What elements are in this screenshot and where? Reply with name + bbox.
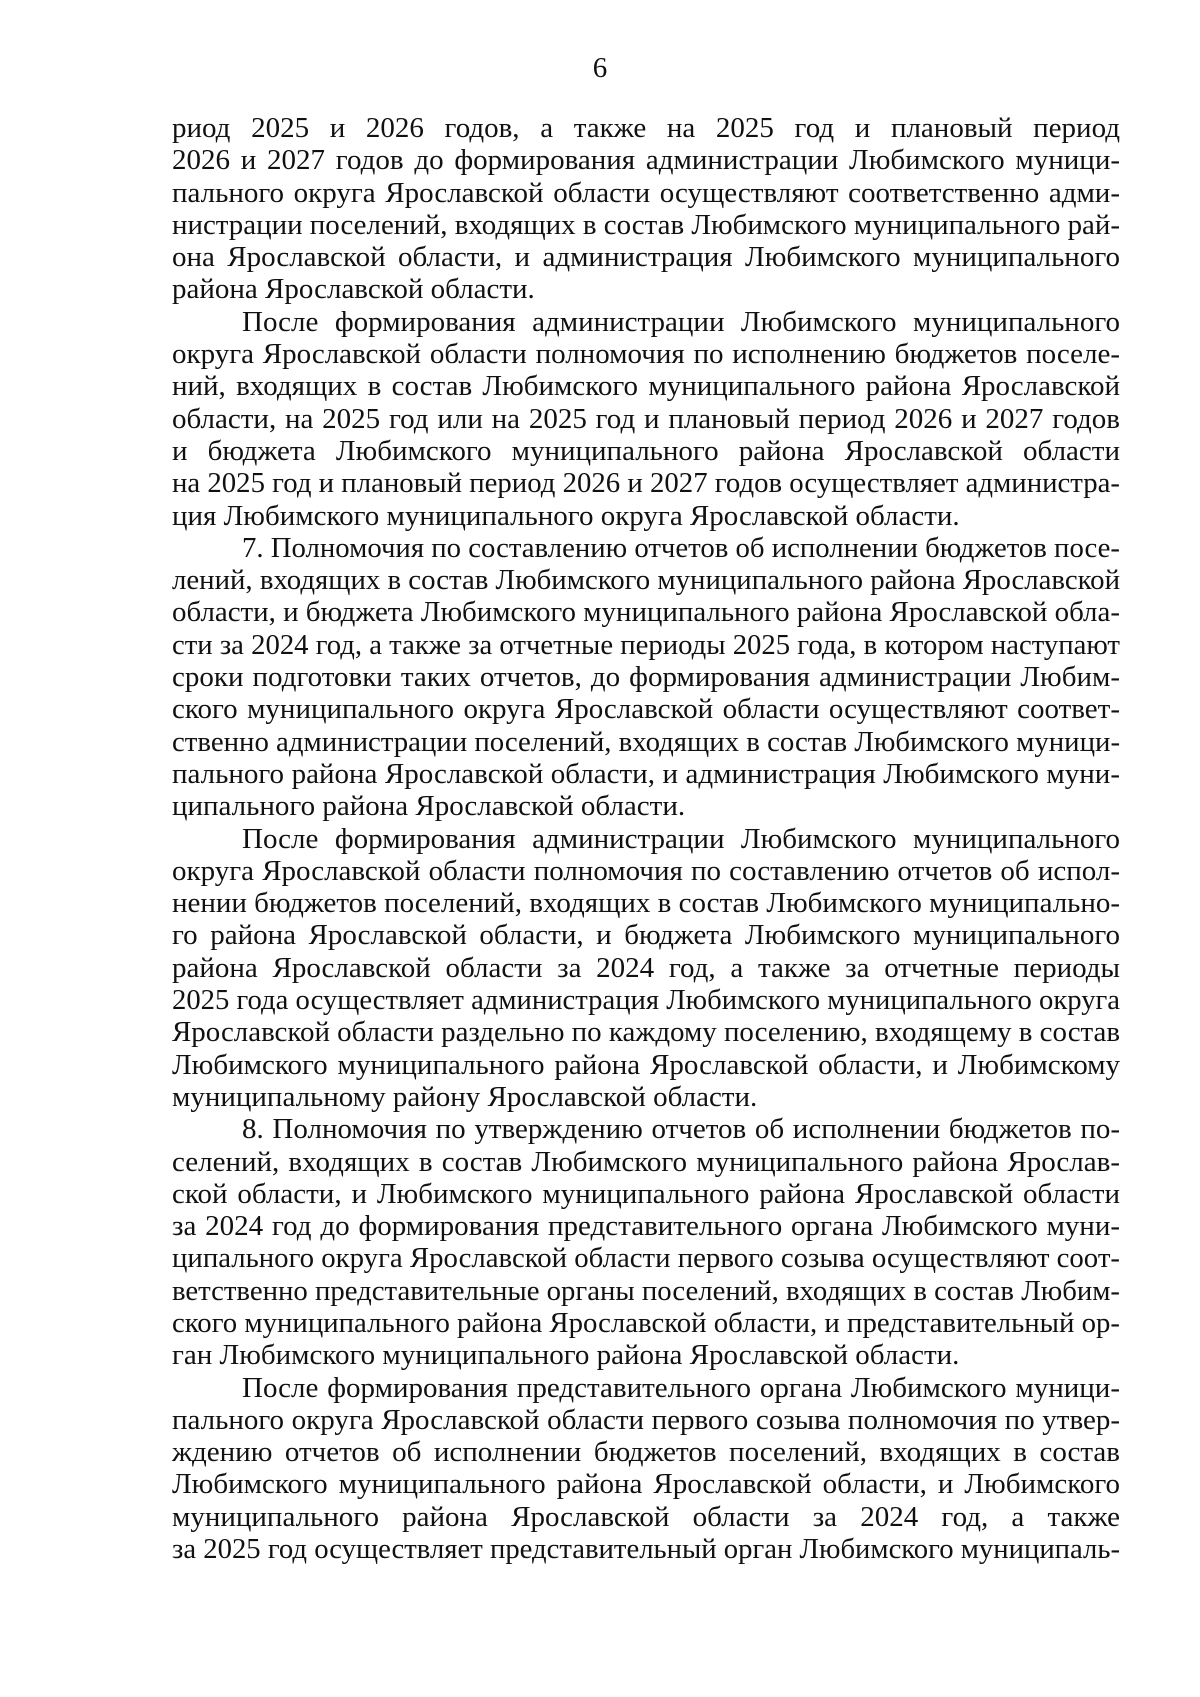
text-line: области, и бюджета Любимского муниципального района Ярославской обла-	[172, 596, 1120, 629]
text-line: ской области, и Любимского муниципального района Ярославской области	[172, 1177, 1120, 1210]
text-line: 2025 года осуществляет администрация Любимского муниципального округа	[172, 984, 1121, 1017]
text-line: ветственно представительные органы поселений, входящих в состав Любим-	[172, 1274, 1121, 1307]
page-number: 6	[592, 52, 608, 84]
text-line: сроки подготовки таких отчетов, до формирования администрации Любим-	[172, 661, 1121, 694]
text-line: муниципальному району Ярославской области.	[172, 1080, 758, 1113]
text-line: пального района Ярославской области, и администрация Любимского муни-	[172, 757, 1120, 790]
text-line: ципального района Ярославской области.	[172, 790, 686, 823]
text-line: риод 2025 и 2026 годов, а также на 2025 год и плановый период	[172, 112, 1120, 144]
text-line: она Ярославской области, и администрация Любимского муниципального	[172, 241, 1120, 274]
text-line: нении бюджетов поселений, входящих в состав Любимского муниципально-	[172, 887, 1121, 920]
text-line: и бюджета Любимского муниципального района Ярославской области	[172, 434, 1120, 467]
paragraph	[172, 306, 1120, 532]
text-line: ний, входящих в состав Любимского муниципального района Ярославской	[172, 370, 1120, 403]
text-line: Ярославской области раздельно по каждому поселению, входящему в состав	[172, 1016, 1121, 1049]
text-line: за 2025 год осуществляет представительный орган Любимского муниципаль-	[172, 1533, 1121, 1566]
text-line: ган Любимского муниципального района Ярославской области.	[172, 1339, 960, 1372]
text-line: лений, входящих в состав Любимского муниципального района Ярославской	[172, 564, 1121, 597]
text-line: 8. Полномочия по утверждению отчетов об исполнении бюджетов по-	[242, 1113, 1120, 1146]
text-line: Любимского муниципального района Ярославской области, и Любимского	[172, 1468, 1120, 1501]
text-line: Любимского муниципального района Ярославской области, и Любимскому	[172, 1048, 1120, 1081]
text-line: пального округа Ярославской области первого созыва полномочия по утвер-	[172, 1403, 1120, 1436]
text-line: После формирования администрации Любимского муниципального	[242, 305, 1120, 338]
document-body	[172, 112, 1120, 1565]
paragraph	[172, 823, 1120, 1114]
text-line: ция Любимского муниципального округа Ярославской области.	[172, 499, 960, 532]
text-line: пального округа Ярославской области осуществляют соответственно адми-	[172, 176, 1120, 209]
text-line: ственно администрации поселений, входящих в состав Любимского муници-	[172, 725, 1121, 758]
text-line: района Ярославской области за 2024 год, а также за отчетные периоды	[172, 951, 1120, 984]
text-line: за 2024 год до формирования представительного органа Любимского муни-	[172, 1210, 1120, 1243]
paragraph	[172, 532, 1120, 823]
text-line: муниципального района Ярославской области за 2024 год, а также	[172, 1500, 1120, 1533]
text-line: 7. Полномочия по составлению отчетов об исполнении бюджетов посе-	[242, 531, 1121, 564]
text-line: После формирования представительного органа Любимского муници-	[242, 1371, 1120, 1404]
paragraph	[172, 112, 1120, 306]
text-line: го района Ярославской области, и бюджета Любимского муниципального	[172, 919, 1121, 952]
text-line: ципального округа Ярославской области первого созыва осуществляют соот-	[172, 1242, 1121, 1275]
text-line: нистрации поселений, входящих в состав Любимского муниципального рай-	[172, 208, 1121, 241]
text-line: ждению отчетов об исполнении бюджетов поселений, входящих в состав	[172, 1436, 1121, 1469]
text-line: района Ярославской области.	[172, 273, 535, 306]
paragraph	[172, 1113, 1120, 1371]
paragraph	[172, 1372, 1120, 1566]
text-line: селений, входящих в состав Любимского муниципального района Ярослав-	[172, 1145, 1120, 1178]
text-line: округа Ярославской области полномочия по исполнению бюджетов поселе-	[172, 338, 1120, 371]
text-line: После формирования администрации Любимского муниципального	[242, 822, 1120, 855]
text-line: округа Ярославской области полномочия по составлению отчетов об испол-	[172, 854, 1120, 887]
text-line: области, на 2025 год или на 2025 год и плановый период 2026 и 2027 годов	[172, 402, 1120, 435]
text-line: сти за 2024 год, а также за отчетные периоды 2025 года, в котором наступают	[172, 628, 1120, 661]
text-line: ского муниципального округа Ярославской области осуществляют соответ-	[172, 693, 1120, 726]
text-line: на 2025 год и плановый период 2026 и 2027 годов осуществляет администра-	[172, 467, 1121, 500]
text-line: ского муниципального района Ярославской области, и представительный ор-	[172, 1306, 1120, 1339]
text-line: 2026 и 2027 годов до формирования администрации Любимского муници-	[172, 144, 1120, 177]
